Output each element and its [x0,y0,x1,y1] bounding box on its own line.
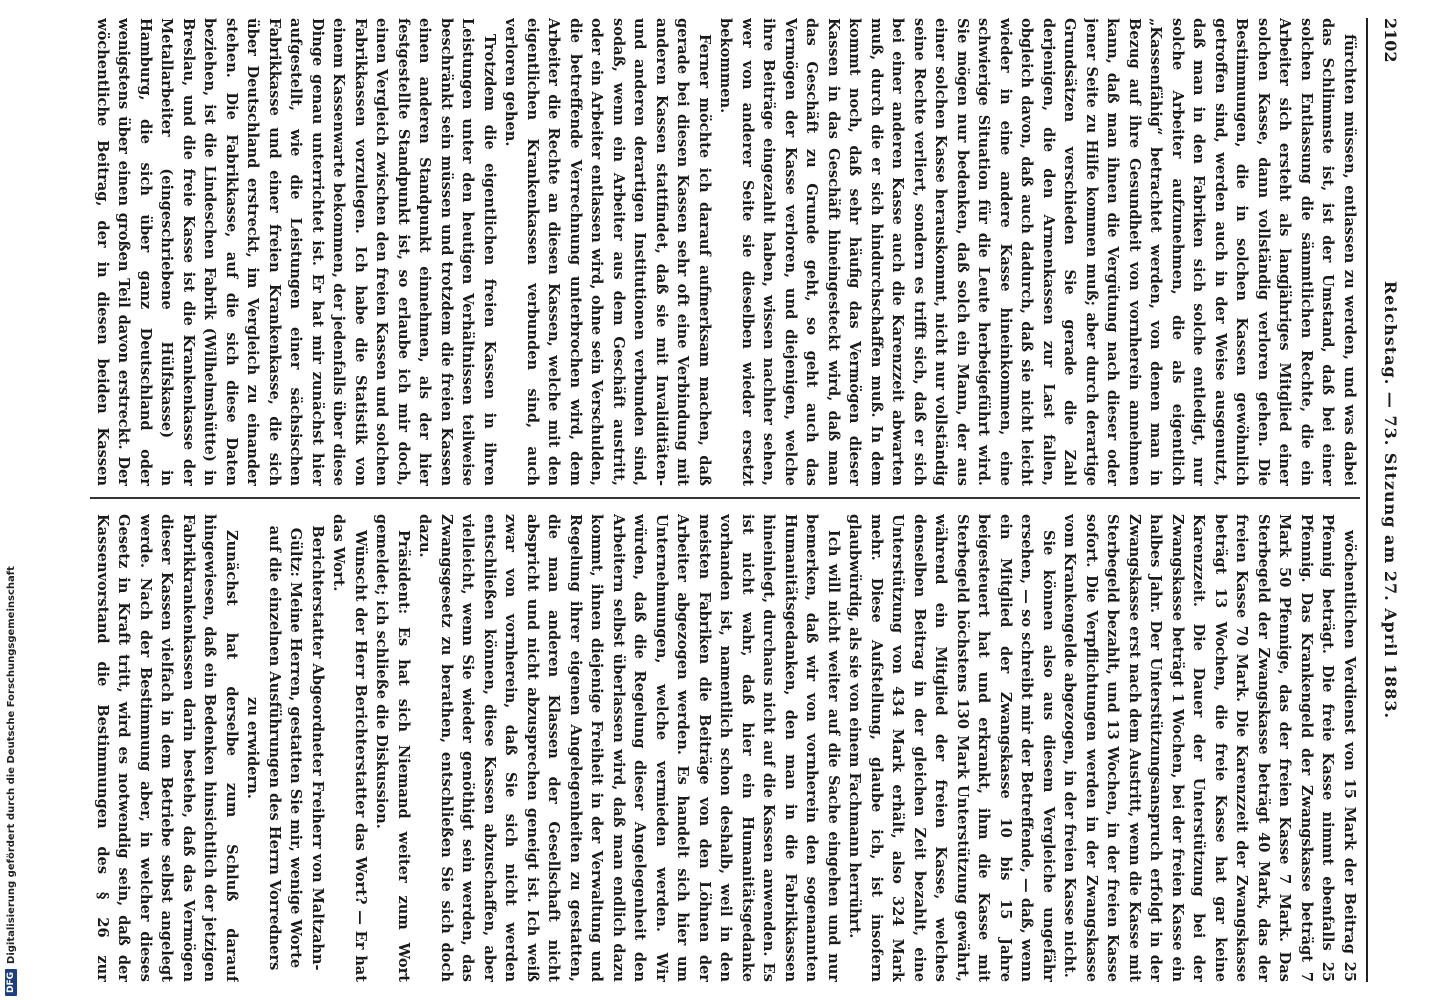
text-column-left [90,18,1360,486]
credit-line [3,6,19,996]
paragraph: Ferner möchte ich darauf aufmerksam machen, daß gerade bei diesen Kassen sehr oft eine Verbindung mit anderen Kassen stattfindet, daß sie mit Invaliditäten- und anderen derartigen Institutionen verbunden sind, sodaß, wenn ein Arbeiter aus dem Geschäft austritt, oder ein Arbeiter entlassen wird, ohne sein Verschulden, die betreffende Verrechnung unterbrochen wird, dem Arbeiter die Rechte an diesen Kassen, welche mit den eigentlichen Krankenkassen verbunden sind, auch verloren gehen. [502,18,713,486]
paragraph: Sie können also aus diesem Vergleiche ungefähr ersehen, — so schreibt mir der Betreffende, — daß, wenn ein Mitglied der Zwangskasse 10 bis 15 Jahre beigesteuert hat und erkrankt, ihm die Kasse mit Sterbegeld höchstens 130 Mark Unterstützung gewährt, während ein Mitglied der freien Kasse, welches denselben Beitrag in der gleichen Zeit bezahlt, eine Unterstützung von 434 Mark erhält, also 324 Mark mehr. Diese Aufstellung, glaube ich, ist insofern glaubwürdig, als sie von einem Fachmann herrührt. [846,514,1057,982]
paragraph: Wünscht der Herr Berichterstatter das Wort? — Er hat das Wort. [330,514,369,982]
page-header [1370,18,1400,982]
text-column-right [90,514,1360,982]
running-title: Reichstag. — 73. Sitzung am 27. April 1883. [1381,280,1400,720]
paragraph: wöchentlichen Verdienst von 15 Mark der Beitrag 25 Pfennig beträgt. Die freie Kasse nimmt ebenfalls 25 Pfennig. Das Krankengeld der Zwangskasse beträgt 7 Mark 50 Pfennige, das der freien Kasse 7 Mark. Das Sterbegeld der Zwangskasse beträgt 40 Mark, das der freien Kasse 70 Mark. Die Karenzzeit der Zwangskasse beträgt 13 Wochen, die freie Kasse hat gar keine Karenzzeit. Die Dauer der Unterstützung bei der Zwangskasse beträgt 1 Wochen, bei der freien Kasse ein halbes Jahr. Der Unterstützungsanspruch erfolgt in der Zwangskasse erst nach dem Austritt, wenn die Kasse mit Sterbegeld bezahlt, und 13 Wochen, in der freien Kasse sofort. Die Verpflichtungen werden in der Zwangskasse vom Krankengelde abgezogen, in der freien Kasse nicht. [1061,514,1358,982]
paragraph: Trotzdem die eigentlichen freien Kassen in ihren Leistungen unter den heutigen Verhältnissen teilweise beschränkt sein müssen und trotzdem die freien Kassen einen anderen Standpunkt einnehmen, als der hier festgestellte Standpunkt ist, so erlaube ich mir doch, einen Vergleich zwischen den freien Kassen und solchen Fabrikkassen vorzulegen. Ich habe die Statistik von einem Kassenwarte bekommen, der jedenfalls über diese Dinge genau unterrichtet ist. Er hat mir zunächst hier aufgestellt, wie die Leistungen einer sächsischen Fabrikkasse und einer freien Krankenkasse, die sich über Deutschland erstreckt, im Vergleich zu einander stehen. Die Fabrikkasse, auf die sich diese Daten beziehen, ist die Lindeschen Fabrik (Wilhelmshütte) in Breslau, und die freie Kasse ist die Krankenkasse der Metallarbeiter (eingeschriebene Hülfskasse) in Hamburg, die sich über ganz Deutschland oder wenigstens über einen großen Teil davon erstreckt. Der wöchentliche Beitrag, der in diesen beiden Kassen [94,18,498,486]
paragraph: Berichterstatter Abgeordneter Freiherr von Maltzahn-Gültz: Meine Herren, gestatten Sie mir, wenige Worte auf die einzelnen Ausführungen des Herrn Vorredners zu erwidern. [244,525,326,971]
rotated-page-content [72,0,1432,1000]
dfg-logo-icon: DFG [5,969,17,996]
paragraph: Ich will nicht weiter auf die Sache eingehen und nur bemerken, daß wir von vornherein den sogenannten Humanitätsgedanken, den man in die Fabrikkassen hineinlegt, durchaus nicht auf die Kassen anwenden. Es ist nicht wahr, daß hier ein Humanitätsgedanke vorhanden ist, namentlich schon deshalb, weil in den meisten Fabriken die Beiträge von den Löhnen der Arbeiter abgezogen werden. Es handelt sich hier um Unternehmungen, welche vermieden werden. Wir würden, daß die Regelung dieser Angelegenheit den Arbeitern selbst überlassen wird, daß man endlich dazu kommt, ihnen diejenige Freiheit in der Verwaltung und Regelung ihrer eigenen Angelegenheiten zu gestatten, die man anderen Klassen der Gesellschaft nicht abspricht und nicht abzusprechen geneigt ist. Ich weiß zwar von vornherein, daß Sie sich nicht werden entschließen können, diese Kassen abzuschaffen, aber vielleicht, wenn Sie wieder genöthigt sein werden, das Zwangsgesetz zu berathen, entschließen Sie sich doch dazu. [416,514,842,982]
page-number: 2102 [1381,18,1400,63]
paragraph: Präsident: Es hat sich Niemand weiter zum Wort gemeldet; ich schließe die Diskussion. [373,514,412,982]
credit-text: Digitalisierung gefördert durch die Deutsche Forschungsgemeinschaft [5,566,17,964]
digitization-credit [0,0,22,1000]
paragraph: fürchten müssen, entlassen zu werden, und was dabei das Schlimmste ist, ist der Umstand, daß bei einer solchen Entlassung die sämmtlichen Rechte, die ein Arbeiter sich ersteht als langjähriges Mitglied einer solchen Kasse, dann vollständig verloren gehen. Die Bestimmungen, die in solchen Kassen gewöhnlich getroffen sind, werden auch in der Weise ausgenutzt, daß man in den Fabriken sich solche entledigt, nur solche Arbeiter aufzunehmen, die als eigentlich „Kassenfähig“ betrachtet werden, von denen man in Bezug auf ihre Gesundheit von vornherein annehmen kann, daß man ihnen die Vergütung nach dieser oder jener Seite zu Hilfe kommen muß; aber durch derartige Grundsätzen verschieden Sie gerade die Zahl derjenigen, die den Armenkassen zur Last fallen, obgleich davon, daß auch dadurch, daß sie nicht leicht wieder in eine andere Kasse hineinkommen, eine schwierige Situation für die Leute herbeigeführt wird. Sie mögen nur bedenken, daß solch ein Mann, der aus einer solchen Kasse herauskommt, nicht nur vollständig seine Rechte verliert, sondern es trifft sich, daß er sich bei einer anderen Kasse auch die Karenzzeit abwarten muß, durch die er sich hindurchschaffen muß. In dem kommt noch, daß sehr häufig das Vermögen dieser Kassen in das Geschäft hineingesteckt wird, daß man das Geschäft zu Grunde geht, so geht auch das Vermögen der Kasse verloren, und diejenigen, welche ihre Beiträge eingezahlt haben, wissen nachher sehen, wer von anderer Seite sie dieselben wieder ersetzt bekommen. [717,18,1358,486]
column-divider [90,497,1360,499]
header-rule [1366,18,1368,982]
paragraph: Zunächst hat derselbe zum Schluß darauf hingewiesen, daß ein Bedenken hinsichtlich der jetzigen Fabrikkrankenkassen darin bestehe, daß das Vermögen dieser Kassen vielfach in dem Betriebe selbst angelegt werde. Nach der Bestimmung aber, in welcher dieses Gesetz in Kraft tritt, wird es notwendig sein, daß der Kassenvorstand die Bestimmungen des § 26 zur [94,514,240,982]
